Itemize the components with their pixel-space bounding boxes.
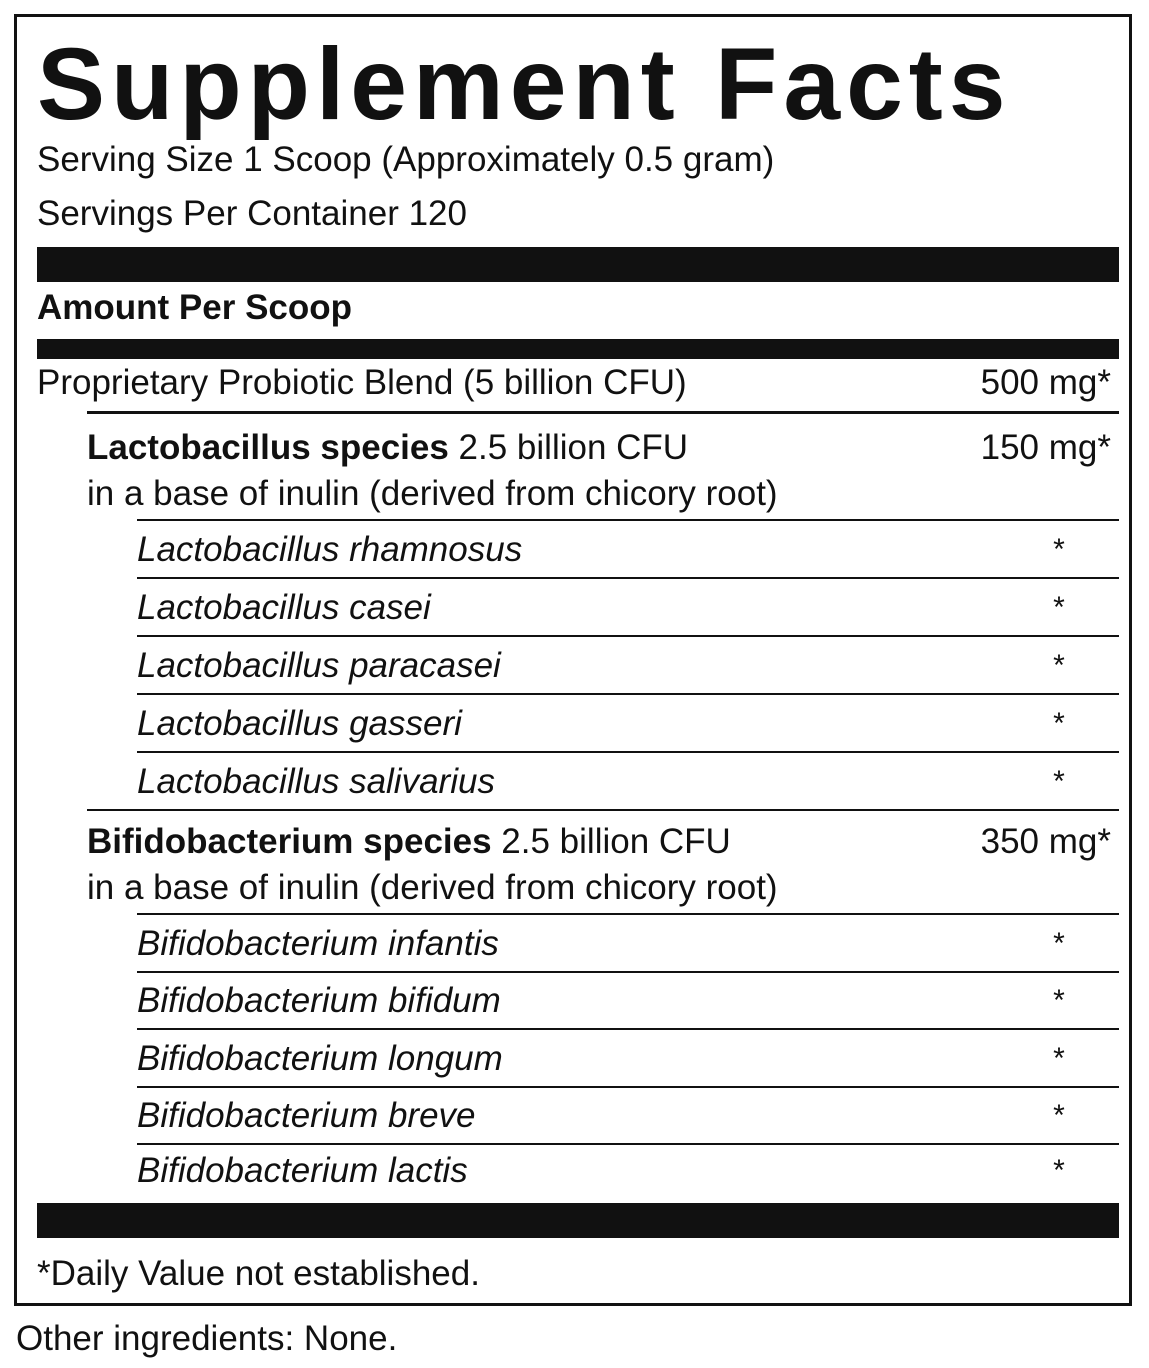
row-rule [137, 693, 1119, 695]
lacto-name: Lactobacillus species [87, 428, 449, 467]
strain-asterisk: * [1053, 533, 1065, 566]
row-rule [137, 519, 1119, 521]
bifido-strain-name: Bifidobacterium lactis [137, 1151, 468, 1190]
strain-asterisk: * [1053, 707, 1065, 740]
bifido-base: in a base of inulin (derived from chicory root) [87, 868, 778, 907]
strain-asterisk: * [1053, 927, 1065, 960]
bifido-heading [87, 821, 731, 863]
bifido-strain-name: Bifidobacterium breve [137, 1096, 476, 1135]
strain-asterisk: * [1053, 1099, 1065, 1132]
panel-title: Supplement Facts [37, 27, 1012, 141]
other-ingredients: Other ingredients: None. [16, 1319, 398, 1358]
lacto-strain-name: Lactobacillus salivarius [137, 762, 495, 801]
lacto-strain-name: Lactobacillus paracasei [137, 646, 501, 685]
bifido-name: Bifidobacterium species [87, 822, 492, 861]
lacto-count: 2.5 billion CFU [448, 428, 689, 467]
bifido-count: 2.5 billion CFU [491, 822, 731, 861]
thick-divider-bottom [37, 1203, 1119, 1238]
row-rule [137, 971, 1119, 973]
blend-amount: 500 mg* [980, 363, 1111, 402]
medium-divider [37, 339, 1119, 359]
lacto-base: in a base of inulin (derived from chicory root) [87, 474, 778, 513]
strain-asterisk: * [1053, 765, 1065, 798]
lacto-amount: 150 mg* [980, 428, 1111, 467]
row-rule [137, 1086, 1119, 1088]
supplement-facts-panel [14, 14, 1132, 1306]
lacto-strain-name: Lactobacillus rhamnosus [137, 530, 523, 569]
row-rule [87, 411, 1119, 414]
lacto-heading [87, 427, 688, 469]
row-rule [137, 751, 1119, 753]
blend-name: Proprietary Probiotic Blend (5 billion CFU) [37, 363, 687, 402]
row-rule [87, 809, 1119, 811]
row-rule [137, 913, 1119, 915]
serving-size: Serving Size 1 Scoop (Approximately 0.5 gram) [37, 140, 775, 179]
footnote: *Daily Value not established. [37, 1254, 480, 1293]
strain-asterisk: * [1053, 1042, 1065, 1075]
bifido-strain-name: Bifidobacterium longum [137, 1039, 503, 1078]
lacto-strain-name: Lactobacillus casei [137, 588, 431, 627]
row-rule [137, 635, 1119, 637]
bifido-amount: 350 mg* [980, 822, 1111, 861]
bifido-strain-name: Bifidobacterium infantis [137, 924, 499, 963]
strain-asterisk: * [1053, 649, 1065, 682]
thick-divider-top [37, 247, 1119, 282]
servings-per-container: Servings Per Container 120 [37, 194, 467, 233]
amount-header: Amount Per Scoop [37, 288, 353, 327]
row-rule [137, 577, 1119, 579]
row-rule [137, 1143, 1119, 1145]
strain-asterisk: * [1053, 1154, 1065, 1187]
strain-asterisk: * [1053, 984, 1065, 1017]
row-rule [137, 1028, 1119, 1030]
lacto-strain-name: Lactobacillus gasseri [137, 704, 462, 743]
bifido-strain-name: Bifidobacterium bifidum [137, 981, 501, 1020]
strain-asterisk: * [1053, 591, 1065, 624]
